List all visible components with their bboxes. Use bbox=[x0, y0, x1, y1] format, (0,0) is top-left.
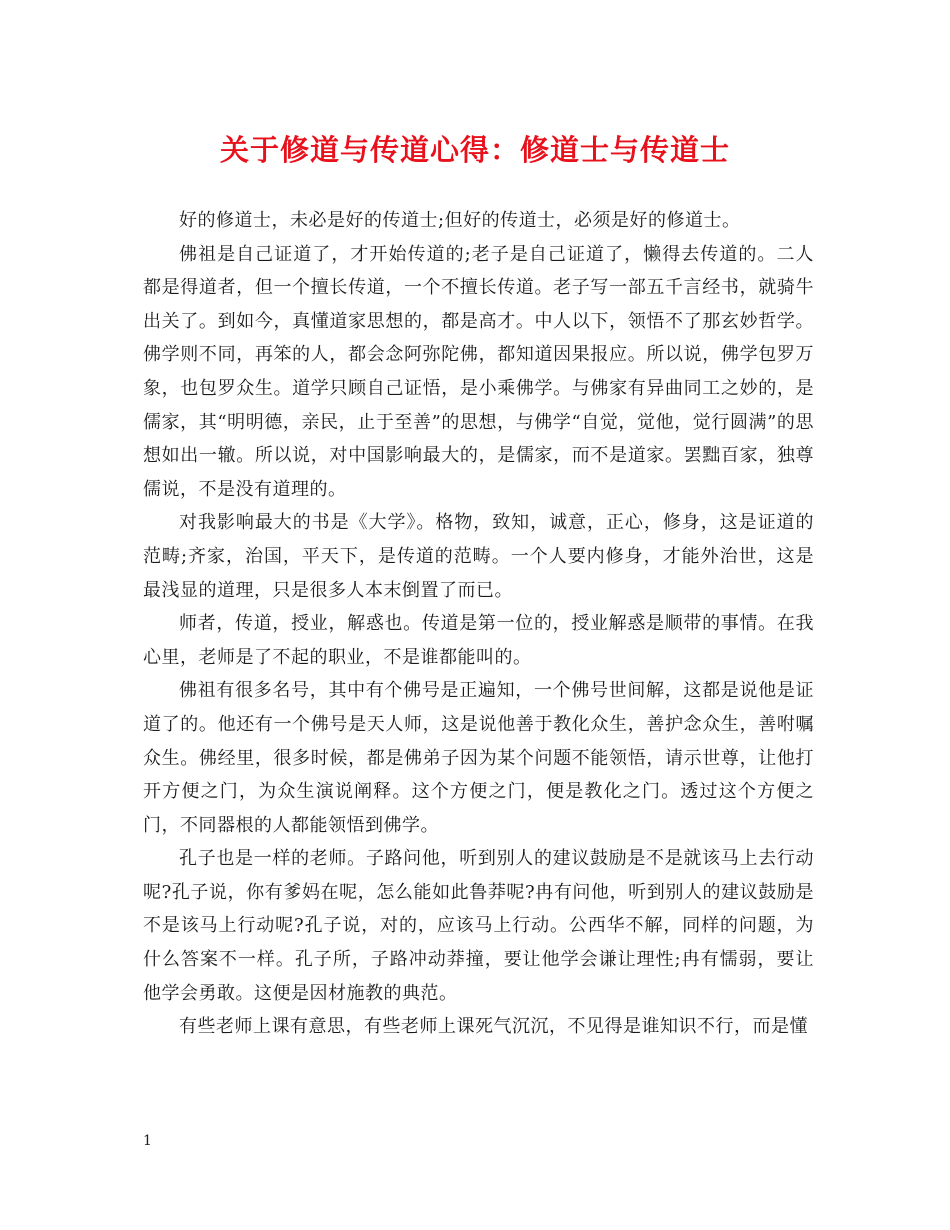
document-title: 关于修道与传道心得：修道士与传道士 bbox=[219, 133, 730, 167]
page-number: 1 bbox=[143, 1133, 152, 1149]
paragraph-7: 有些老师上课有意思，有些老师上课死气沉沉，不见得是谁知识不行，而是懂 bbox=[179, 1016, 808, 1038]
document-body bbox=[143, 204, 814, 1044]
paragraph-3: 对我影响最大的书是《大学》。格物，致知，诚意，正心，修身，这是证道的范畴;齐家，治国，平天下，是传道的范畴。一个人要内修身，才能外治世，这是最浅显的道理，只是很多人本末倒置了而已。 bbox=[143, 512, 814, 601]
paragraph-2: 佛祖是自己证道了，才开始传道的;老子是自己证道了，懒得去传道的。二人都是得道者，但一个擅长传道，一个不擅长传道。老子写一部五千言经书，就骑牛出关了。到如今，真懂道家思想的，都是高才。中人以下，领悟不了那玄妙哲学。佛学则不同，再笨的人，都会念阿弥陀佛，都知道因果报应。所以说，佛学包罗万象，也包罗众生。道学只顾自己证悟，是小乘佛学。与佛家有异曲同工之妙的，是儒家，其“明明德，亲民，止于至善”的思想，与佛学“自觉，觉他，觉行圆满”的思想如出一辙。所以说，对中国影响最大的，是儒家，而不是道家。罢黜百家，独尊儒说，不是没有道理的。 bbox=[143, 243, 814, 500]
paragraph-6: 孔子也是一样的老师。子路问他，听到别人的建议鼓励是不是就该马上去行动呢?孔子说，你有爹妈在呢，怎么能如此鲁莽呢?冉有问他，听到别人的建议鼓励是不是该马上行动呢?孔子说，对的，应该马上行动。公西华不解，同样的问题，为什么答案不一样。孔子所，子路冲动莽撞，要让他学会谦让理性;冉有懦弱，要让他学会勇敢。这便是因材施教的典范。 bbox=[143, 848, 814, 1004]
paragraph-4: 师者，传道，授业，解惑也。传道是第一位的，授业解惑是顺带的事情。在我心里，老师是了不起的职业，不是谁都能叫的。 bbox=[143, 613, 814, 668]
paragraph-1: 好的修道士，未必是好的传道士;但好的传道士，必须是好的修道士。 bbox=[179, 210, 741, 231]
paragraph-5: 佛祖有很多名号，其中有个佛号是正遍知，一个佛号世间解，这都是说他是证道了的。他还有一个佛号是天人师，这是说他善于教化众生，善护念众生，善咐嘱众生。佛经里，很多时候，都是佛弟子因为某个问题不能领悟，请示世尊，让他打开方便之门，为众生演说阐释。这个方便之门，便是教化之门。透过这个方便之门，不同器根的人都能领悟到佛学。 bbox=[143, 680, 814, 836]
